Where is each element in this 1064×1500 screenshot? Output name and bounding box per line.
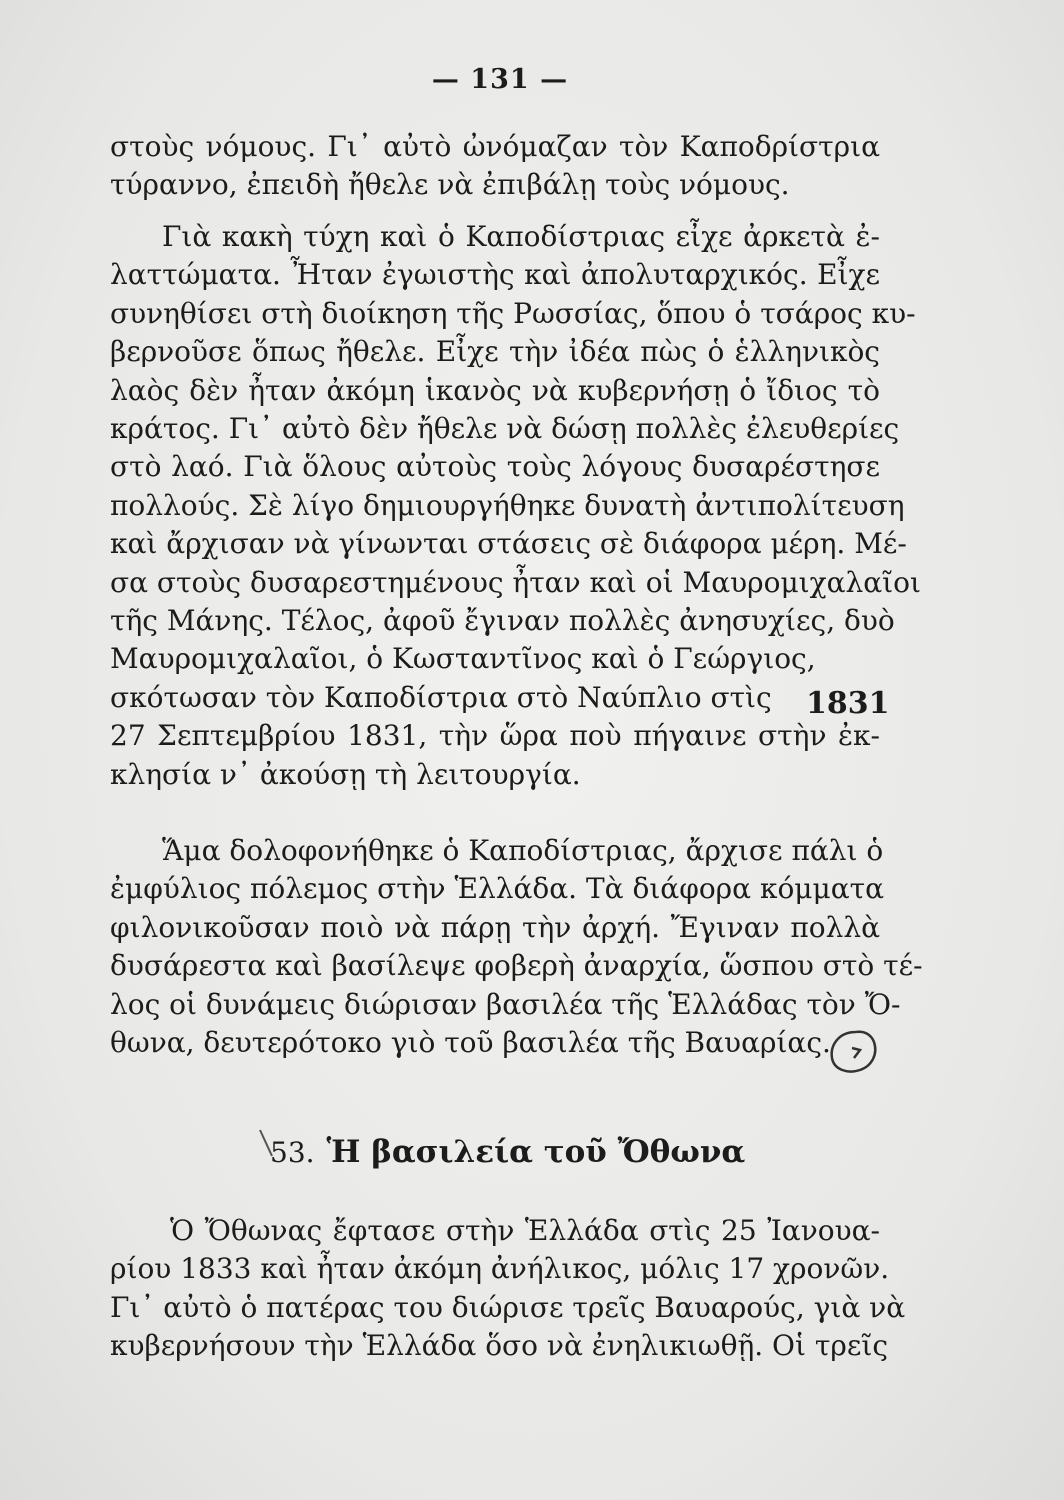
text-line: ἐμφύλιος πόλεμος στὴν Ἑλλάδα. Τὰ διάφορα κόμματα (110, 872, 885, 906)
text-line: βερνοῦσε ὅπως ἤθελε. Εἶχε τὴν ἰδέα πὼς ὁ ἑλληνικὸς (110, 335, 880, 369)
text-line: κλησία ν᾽ ἀκούσῃ τὴ λειτουργία. (110, 757, 581, 791)
text-line: 27 Σεπτεμβρίου 1831, τὴν ὥρα ποὺ πήγαινε στὴν ἐκ- (110, 719, 880, 753)
text-line: δυσάρεστα καὶ βασίλεψε φοβερὴ ἀναρχία, ὥσπου στὸ τέ- (110, 949, 923, 983)
page-number: — 131 — (431, 64, 569, 95)
text-line: στοὺς νόμους. Γι᾽ αὐτὸ ὠνόμαζαν τὸν Καποδρίστρια (110, 130, 880, 163)
section-heading (270, 1134, 790, 1170)
text-line: λαττώματα. Ἦταν ἐγωιστὴς καὶ ἀπολυταρχικός. Εἶχε (110, 258, 880, 292)
paragraph-3 (110, 832, 923, 1062)
text-line: λος οἱ δυνάμεις διώρισαν βασιλέα τῆς Ἑλλάδας τὸν Ὄ- (110, 987, 901, 1021)
text-line: θωνα, δευτερότοκο γιὸ τοῦ βασιλέα τῆς Βαυαρίας. (110, 1026, 831, 1060)
text-line: σα στοὺς δυσαρεστημένους ἦταν καὶ οἱ Μαυρομιχαλαῖοι (110, 565, 921, 599)
section-title: Ἡ βασιλεία τοῦ Ὄθωνα (326, 1134, 746, 1170)
text-line: πολλούς. Σὲ λίγο δημιουργήθηκε δυνατὴ ἀντιπολίτευση (110, 488, 905, 522)
margin-year-note: 1831 (806, 686, 890, 721)
text-line: συνηθίσει στὴ διοίκηση τῆς Ρωσσίας, ὅπου ὁ τσάρος κυ- (110, 296, 916, 330)
pencil-circle-mark-icon (826, 1028, 882, 1076)
text-line: ρίου 1833 καὶ ἦταν ἀκόμη ἀνήλικος, μόλις 17 χρονῶν. (110, 1252, 890, 1286)
text-line: Γιὰ κακὴ τύχη καὶ ὁ Καποδίστριας εἶχε ἀρκετὰ ἐ- (162, 220, 880, 253)
paragraph-1 (110, 128, 880, 205)
text-line: σκότωσαν τὸν Καποδίστρια στὸ Ναύπλιο στὶς (110, 680, 772, 714)
text-line: φιλονικοῦσαν ποιὸ νὰ πάρῃ τὴν ἀρχή. Ἔγιναν πολλὰ (110, 910, 880, 944)
section-number: 53. (270, 1136, 315, 1169)
text-line: Ὁ Ὄθωνας ἔφτασε στὴν Ἑλλάδα στὶς 25 Ἰανουα- (170, 1214, 880, 1247)
text-line: τύραννο, ἐπειδὴ ἤθελε νὰ ἐπιβάλῃ τοὺς νόμους. (110, 168, 790, 202)
text-line: καὶ ἄρχισαν νὰ γίνωνται στάσεις σὲ διάφορα μέρη. Μέ- (110, 527, 907, 561)
text-line: τῆς Μάνης. Τέλος, ἀφοῦ ἔγιναν πολλὲς ἀνησυχίες, δυὸ (110, 604, 895, 638)
paragraph-2 (110, 218, 921, 794)
text-line: Ἅμα δολοφονήθηκε ὁ Καποδίστριας, ἄρχισε πάλι ὁ (162, 834, 884, 867)
text-line: κυβερνήσουν τὴν Ἑλλάδα ὅσο νὰ ἐνηλικιωθῇ. Οἱ τρεῖς (110, 1329, 888, 1363)
paragraph-4 (110, 1212, 906, 1366)
text-line: Μαυρομιχαλαῖοι, ὁ Κωσταντῖνος καὶ ὁ Γεώργιος, (110, 642, 816, 676)
text-line: λαὸς δὲν ἦταν ἀκόμη ἱκανὸς νὰ κυβερνήσῃ ὁ ἴδιος τὸ (110, 373, 880, 407)
text-line: κράτος. Γι᾽ αὐτὸ δὲν ἤθελε νὰ δώσῃ πολλὲς ἐλευθερίες (110, 412, 900, 446)
text-line: στὸ λαό. Γιὰ ὅλους αὐτοὺς τοὺς λόγους δυσαρέστησε (110, 450, 880, 484)
text-line: Γι᾽ αὐτὸ ὁ πατέρας του διώρισε τρεῖς Βαυαρούς, γιὰ νὰ (110, 1290, 906, 1324)
